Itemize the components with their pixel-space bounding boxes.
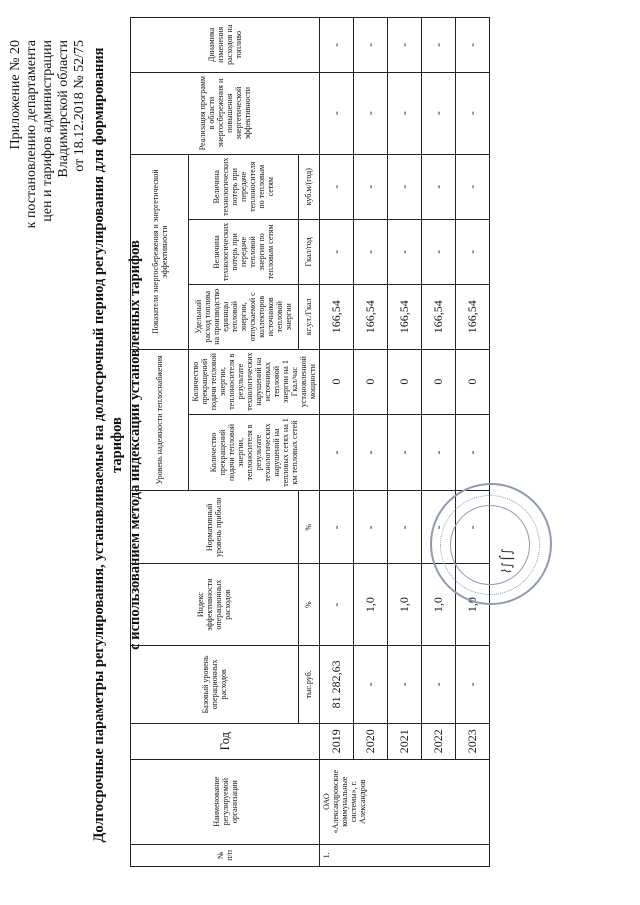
stamp-center (450, 505, 530, 585)
cell-prog: - (422, 72, 456, 154)
cell-prog: - (388, 72, 422, 154)
header-carrier-losses: Величина технологических потерь при передаче теплоносителя по тепловым сетям (189, 154, 299, 219)
cell-en3: - (354, 154, 388, 219)
cell-fuel: - (422, 18, 456, 73)
cell-fuel: - (388, 18, 422, 73)
cell-rel1: - (456, 414, 490, 491)
appendix-line: Приложение № 20 (8, 40, 23, 150)
row-num: 1. (320, 844, 490, 866)
table-row (422, 18, 456, 867)
unit-base-level: тыс.руб. (298, 645, 319, 723)
appendix-block (8, 40, 88, 228)
cell-base: - (456, 645, 490, 723)
cell-en2: - (388, 219, 422, 284)
cell-fuel: - (354, 18, 388, 73)
title-line: Долгосрочные параметры регулирования, устанавливаемые на долгосрочный период регулирования для формирования тарифов (91, 47, 125, 843)
cell-profit: - (320, 491, 354, 564)
cell-index: 1,0 (456, 564, 490, 646)
header-fuel-rate: Удельный расход топлива на производство единицы тепловой энергии, отпускаемой с коллекторов источников тепловой энергии (189, 285, 299, 350)
signature: ⌇∫⌠∫ (500, 548, 515, 575)
cell-year: 2022 (422, 723, 456, 759)
cell-prog: - (456, 72, 490, 154)
cell-rel1: - (422, 414, 456, 491)
cell-index: 1,0 (422, 564, 456, 646)
table-row (388, 18, 422, 867)
header-heat-losses: Величина технологических потерь при передаче тепловой энергии по тепловым сетям (189, 219, 299, 284)
cell-rel2: 0 (354, 349, 388, 414)
unit-heat-losses: Гкал/год (298, 219, 319, 284)
cell-en3: - (456, 154, 490, 219)
cell-rel1: - (354, 414, 388, 491)
header-num: № п/п (131, 844, 320, 866)
appendix-line: к постановлению департамента (24, 40, 39, 229)
cell-en2: - (456, 219, 490, 284)
header-reliability-group: Уровень надежности теплоснабжения (131, 349, 189, 491)
cell-rel2: 0 (388, 349, 422, 414)
cell-index: 1,0 (354, 564, 388, 646)
header-programs: Реализация программ в области энергосбережения и повышения энергетической эффективности (131, 72, 320, 154)
cell-index: 1,0 (388, 564, 422, 646)
appendix-line: от 18.12.2018 № 52/75 (72, 40, 87, 172)
cell-profit: - (456, 491, 490, 564)
unit-profit-norm: % (298, 491, 319, 564)
header-org: Наименование регулируемой организации (131, 759, 320, 844)
unit-fuel-rate: кг.у.т./Гкал (298, 285, 319, 350)
cell-en2: - (422, 219, 456, 284)
org-name: ОАО «Александровские коммунальные системы», г. Александров (320, 759, 490, 844)
cell-base: - (422, 645, 456, 723)
cell-en1: 166,54 (388, 285, 422, 350)
cell-en3: - (320, 154, 354, 219)
cell-rel2: 0 (456, 349, 490, 414)
cell-fuel: - (456, 18, 490, 73)
cell-rel2: 0 (422, 349, 456, 414)
header-profit-norm: Нормативный уровень прибыли (131, 491, 299, 564)
cell-en1: 166,54 (320, 285, 354, 350)
table-row (320, 18, 354, 867)
table-row (456, 18, 490, 867)
cell-year: 2023 (456, 723, 490, 759)
cell-en3: - (388, 154, 422, 219)
cell-en1: 166,54 (422, 285, 456, 350)
cell-prog: - (354, 72, 388, 154)
header-base-level: Базовый уровень операционных расходов (131, 645, 299, 723)
cell-rel2: 0 (320, 349, 354, 414)
unit-efficiency-index: % (298, 564, 319, 646)
cell-index: - (320, 564, 354, 646)
cell-fuel: - (320, 18, 354, 73)
cell-year: 2021 (388, 723, 422, 759)
title-line: с использованием метода индексации установленных тарифов (127, 240, 143, 650)
header-reliability-sources: Количество прекращений подачи тепловой энергии, теплоносителя в результате технологических нарушений на источниках тепловой энергии на 1 Гкал/час установленной мощности (189, 349, 320, 414)
cell-base: - (388, 645, 422, 723)
cell-en3: - (422, 154, 456, 219)
official-stamp (430, 483, 552, 605)
cell-prog: - (320, 72, 354, 154)
cell-rel1: - (320, 414, 354, 491)
cell-year: 2019 (320, 723, 354, 759)
cell-profit: - (422, 491, 456, 564)
cell-base: - (354, 645, 388, 723)
cell-year: 2020 (354, 723, 388, 759)
header-year: Год (131, 723, 320, 759)
header-energy-group: Показатели энергосбережения и энергетической эффективности (131, 154, 189, 349)
unit-carrier-losses: куб.м/(год) (298, 154, 319, 219)
appendix-line: цен и тарифов администрации (40, 40, 55, 222)
appendix-line: Владимирской области (56, 40, 71, 178)
cell-profit: - (388, 491, 422, 564)
table-row (354, 18, 388, 867)
cell-profit: - (354, 491, 388, 564)
header-fuel-dynamics: Динамика изменения расходов на топливо (131, 18, 320, 73)
tariff-parameters-table (130, 17, 490, 867)
cell-en2: - (320, 219, 354, 284)
header-efficiency-index: Индекс эффективности операционных расходов (131, 564, 299, 646)
cell-base: 81 282,63 (320, 645, 354, 723)
cell-en1: 166,54 (456, 285, 490, 350)
header-reliability-networks: Количество прекращений подачи тепловой энергии, теплоносителя в результате технологических нарушений на тепловых сетях на 1 км тепловых сетей (189, 414, 320, 491)
cell-en1: 166,54 (354, 285, 388, 350)
cell-rel1: - (388, 414, 422, 491)
cell-en2: - (354, 219, 388, 284)
